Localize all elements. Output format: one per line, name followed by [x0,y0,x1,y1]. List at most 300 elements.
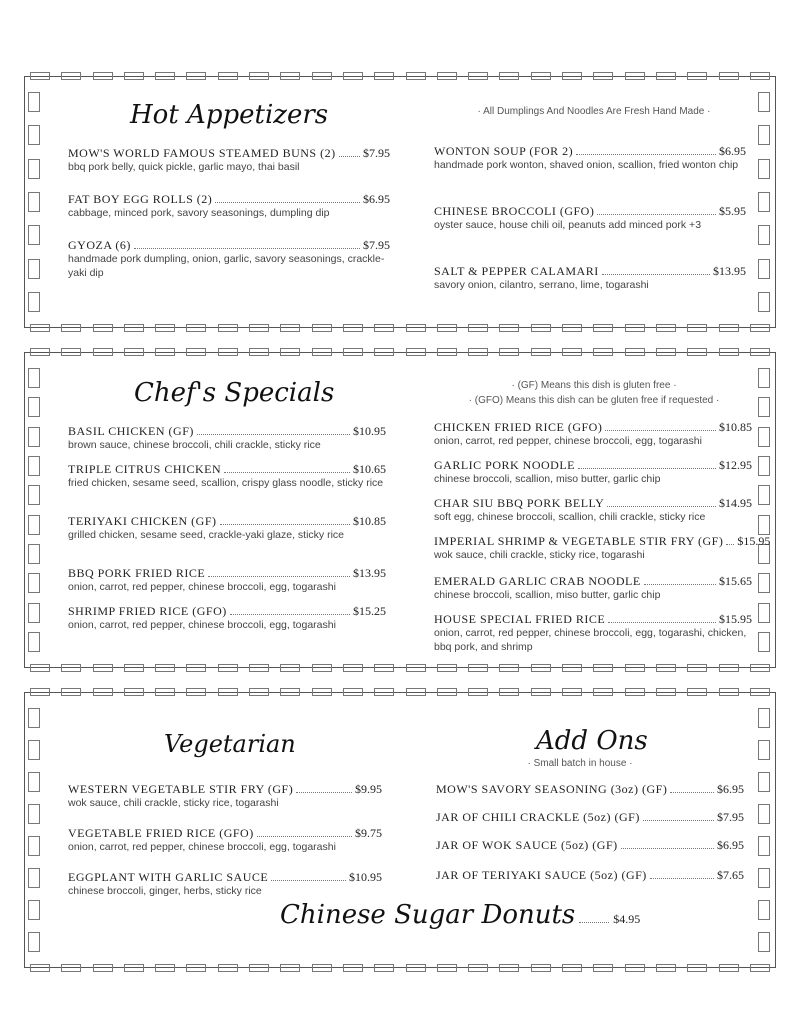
ornament-box [531,72,551,80]
ornament-box [249,664,269,672]
menu-item-desc: onion, carrot, red pepper, chinese broccoli, egg, togarashi [434,435,702,447]
menu-item-desc: chinese broccoli, ginger, herbs, sticky rice [68,885,262,897]
ornament-box [758,368,770,388]
menu-item-price: $15.65 [719,574,752,588]
ornament-box [406,324,426,332]
menu-item [68,604,386,632]
donuts-line [280,900,640,930]
ornament-box [186,688,206,696]
ornament-box [758,708,770,728]
border-ornament [30,322,770,334]
ornament-box [593,688,613,696]
ornament-box [61,688,81,696]
menu-item-line [436,868,744,882]
menu-item-line [68,604,386,618]
gf-note: · (GF) Means this dish is gluten free · [511,380,677,391]
ornament-box [61,664,81,672]
ornament-box [28,868,40,888]
ornament-box [280,72,300,80]
menu-item-price: $10.95 [353,424,386,438]
ornament-box [719,324,739,332]
ornament-box [758,259,770,279]
border-ornament [30,686,770,698]
menu-item-line [68,192,390,206]
ornament-box [28,573,40,593]
fresh-note: · All Dumplings And Noodles Are Fresh Hand Made · [477,106,711,117]
ornament-box [124,72,144,80]
ornament-box [758,804,770,824]
menu-item-desc: onion, carrot, red pepper, chinese broccoli, egg, togarashi [68,619,336,631]
menu-item [434,420,752,448]
menu-item-name: CHINESE BROCCOLI (GFO) [434,204,595,218]
ornament-box [758,456,770,476]
ornament-box [374,348,394,356]
ornament-box [593,348,613,356]
ornament-box [562,688,582,696]
menu-item-line [68,424,386,438]
ornament-box [656,324,676,332]
menu-item-price: $10.85 [353,514,386,528]
ornament-box [758,292,770,312]
ornament-box [374,324,394,332]
ornament-box [312,688,332,696]
ornament-box [499,688,519,696]
ornament-box [186,324,206,332]
ornament-box [758,868,770,888]
menu-item-desc: wok sauce, chili crackle, sticky rice, togarashi [68,797,279,809]
leader-dots [670,792,714,793]
ornament-box [124,964,144,972]
menu-item [434,534,771,562]
menu-item-desc: onion, carrot, red pepper, chinese broccoli, egg, togarashi, chicken, bbq pork, and shrimp [434,627,747,653]
menu-item-name: SHRIMP FRIED RICE (GFO) [68,604,227,618]
menu-item-name: CHICKEN FRIED RICE (GFO) [434,420,603,434]
menu-item-name: JAR OF CHILI CRACKLE (5oz) (GF) [436,810,640,824]
ornament-box [155,664,175,672]
ornament-box [531,664,551,672]
ornament-box [468,72,488,80]
leader-dots [220,524,351,525]
menu-item-price: $9.95 [355,782,382,796]
menu-item-price: $15.25 [353,604,386,618]
menu-item-price: $15.95 [719,612,752,626]
donuts-title: Chinese Sugar Donuts [280,900,576,930]
leader-dots [576,154,716,155]
menu-item-name: WESTERN VEGETABLE STIR FRY (GF) [68,782,294,796]
menu-item-price: $10.65 [353,462,386,476]
ornament-box [343,72,363,80]
ornament-box [28,368,40,388]
menu-item [436,838,744,852]
menu-item [68,424,386,452]
leader-dots [608,622,716,623]
menu-item-name: JAR OF TERIYAKI SAUCE (5oz) (GF) [436,868,647,882]
leader-dots [296,792,352,793]
ornament-box [93,348,113,356]
ornament-box [28,632,40,652]
leader-dots [602,274,710,275]
ornament-box [687,324,707,332]
menu-item-line [436,810,744,824]
menu-item [434,612,752,654]
menu-item-price: $13.95 [713,264,746,278]
ornament-box [758,485,770,505]
ornament-box [280,664,300,672]
ornament-box [218,72,238,80]
ornament-box [719,72,739,80]
ornament-box [656,664,676,672]
ornament-box [374,72,394,80]
menu-item [436,868,744,882]
ornament-box [593,72,613,80]
menu-item-name: GYOZA (6) [68,238,131,252]
ornament-box [249,72,269,80]
ornament-box [218,324,238,332]
ornament-box [30,72,50,80]
ornament-box [406,664,426,672]
ornament-box [124,688,144,696]
menu-item-name: WONTON SOUP (FOR 2) [434,144,574,158]
leader-dots [208,576,350,577]
menu-item-price: $7.95 [717,810,744,824]
ornament-box [30,688,50,696]
ornament-box [249,324,269,332]
leader-dots [339,156,360,157]
menu-item-desc: cabbage, minced pork, savory seasonings, dumpling dip [68,207,330,219]
ornament-box [374,964,394,972]
ornament-box [758,772,770,792]
ornament-box [28,427,40,447]
menu-item [68,566,386,594]
menu-item-line [436,782,744,796]
ornament-box [124,348,144,356]
ornament-box [468,324,488,332]
leader-dots [230,614,350,615]
ornament-box [437,324,457,332]
menu-item-price: $7.65 [717,868,744,882]
ornament-box [437,688,457,696]
ornament-box [406,72,426,80]
ornament-box [562,72,582,80]
menu-item-line [434,496,752,510]
vegetarian-title: Vegetarian [164,730,296,758]
ornament-box [687,72,707,80]
ornament-box [30,324,50,332]
menu-item-name: GARLIC PORK NOODLE [434,458,575,472]
menu-item-name: MOW'S WORLD FAMOUS STEAMED BUNS (2) [68,146,336,160]
ornament-box [61,324,81,332]
menu-item-line [68,462,386,476]
ornament-box [758,92,770,112]
ornament-box [562,348,582,356]
ornament-box [93,964,113,972]
menu-item [434,144,746,172]
ornament-box [155,72,175,80]
leader-dots [607,506,716,507]
ornament-box [218,688,238,696]
ornament-box [406,964,426,972]
menu-item-price: $6.95 [717,782,744,796]
ornament-box [28,485,40,505]
menu-item-name: BASIL CHICKEN (GF) [68,424,194,438]
ornament-box [406,348,426,356]
ornament-box [28,92,40,112]
menu-item-name: TRIPLE CITRUS CHICKEN [68,462,222,476]
menu-item-desc: oyster sauce, house chili oil, peanuts add minced pork +3 [434,219,702,231]
add-ons-title: Add Ons [536,726,648,756]
ornament-box [280,348,300,356]
chefs-specials-title: Chef's Specials [134,378,335,408]
ornament-box [468,964,488,972]
ornament-box [124,324,144,332]
menu-item-price: $6.95 [717,838,744,852]
border-ornament [30,70,770,82]
menu-item-desc: grilled chicken, sesame seed, crackle-yaki glaze, sticky rice [68,529,345,541]
ornament-box [758,836,770,856]
menu-item-desc: savory onion, cilantro, serrano, lime, togarashi [434,279,649,291]
ornament-box [249,964,269,972]
ornament-box [93,72,113,80]
border-ornament [30,346,770,358]
border-ornament [758,708,772,952]
ornament-box [437,964,457,972]
ornament-box [28,225,40,245]
ornament-box [593,324,613,332]
menu-item-name: IMPERIAL SHRIMP & VEGETABLE STIR FRY (GF) [434,534,724,548]
ornament-box [656,72,676,80]
menu-item [68,870,382,898]
menu-item [436,782,744,796]
menu-item-price: $12.95 [719,458,752,472]
ornament-box [61,348,81,356]
ornament-box [28,603,40,623]
menu-item-desc: wok sauce, chili crackle, sticky rice, togarashi [434,549,645,561]
ornament-box [750,348,770,356]
ornament-box [28,900,40,920]
gfo-note: · (GFO) Means this dish can be gluten free if requested · [468,395,720,406]
menu-item-price: $15.95 [737,534,771,548]
ornament-box [28,932,40,952]
ornament-box [124,664,144,672]
leader-dots [605,430,716,431]
leader-dots [621,848,714,849]
menu-item-desc: soft egg, chinese broccoli, scallion, chili crackle, sticky rice [434,511,706,523]
border-ornament [28,92,42,312]
menu-item-desc: brown sauce, chinese broccoli, chili crackle, sticky rice [68,439,321,451]
ornament-box [374,664,394,672]
ornament-box [312,324,332,332]
ornament-box [28,708,40,728]
leader-dots [197,434,350,435]
ornament-box [155,324,175,332]
ornament-box [280,324,300,332]
border-ornament [28,708,42,952]
ornament-box [625,664,645,672]
ornament-box [758,159,770,179]
border-ornament [758,368,772,652]
ornament-box [531,964,551,972]
leader-dots [650,878,714,879]
border-ornament [28,368,42,652]
ornament-box [656,964,676,972]
menu-item [434,204,746,232]
menu-item-name: FAT BOY EGG ROLLS (2) [68,192,213,206]
ornament-box [28,259,40,279]
ornament-box [719,688,739,696]
ornament-box [687,688,707,696]
ornament-box [155,964,175,972]
menu-item-name: BBQ PORK FRIED RICE [68,566,206,580]
menu-item-price: $10.85 [719,420,752,434]
ornament-box [625,964,645,972]
ornament-box [499,964,519,972]
donuts-dots [579,922,609,923]
ornament-box [625,688,645,696]
ornament-box [750,664,770,672]
ornament-box [218,964,238,972]
menu-item-name: JAR OF WOK SAUCE (5oz) (GF) [436,838,618,852]
menu-item-line [68,826,382,840]
menu-item [68,826,382,854]
ornament-box [186,72,206,80]
ornament-box [28,397,40,417]
ornament-box [758,225,770,245]
menu-item-name: HOUSE SPECIAL FRIED RICE [434,612,606,626]
donuts-price: $4.95 [613,912,641,926]
ornament-box [28,544,40,564]
ornament-box [30,964,50,972]
leader-dots [644,584,716,585]
ornament-box [28,772,40,792]
ornament-box [28,804,40,824]
menu-item-price: $7.95 [363,238,390,252]
small-batch-note: · Small batch in house · [527,758,633,769]
ornament-box [758,515,770,535]
menu-item-price: $6.95 [363,192,390,206]
ornament-box [406,688,426,696]
menu-item-line [68,566,386,580]
ornament-box [374,688,394,696]
ornament-box [343,324,363,332]
ornament-box [61,964,81,972]
ornament-box [28,740,40,760]
ornament-box [218,348,238,356]
menu-item-price: $9.75 [355,826,382,840]
menu-item-desc: onion, carrot, red pepper, chinese broccoli, egg, togarashi [68,581,336,593]
menu-item-desc: handmade pork dumpling, onion, garlic, savory seasonings, crackle-yaki dip [68,253,385,279]
ornament-box [218,664,238,672]
ornament-box [758,192,770,212]
ornament-box [186,348,206,356]
menu-item [434,264,746,292]
menu-item [434,574,752,602]
menu-item [68,514,386,542]
ornament-box [61,72,81,80]
menu-item-name: MOW'S SAVORY SEASONING (3oz) (GF) [436,782,668,796]
ornament-box [656,348,676,356]
menu-item-name: EGGPLANT WITH GARLIC SAUCE [68,870,269,884]
ornament-box [468,688,488,696]
menu-item [68,192,390,220]
ornament-box [758,397,770,417]
ornament-box [758,900,770,920]
ornament-box [625,72,645,80]
ornament-box [249,688,269,696]
ornament-box [687,348,707,356]
menu-item-name: CHAR SIU BBQ PORK BELLY [434,496,605,510]
border-ornament [30,662,770,674]
ornament-box [687,964,707,972]
leader-dots [597,214,716,215]
ornament-box [719,964,739,972]
menu-item-price: $10.95 [349,870,382,884]
leader-dots [726,544,734,545]
ornament-box [499,72,519,80]
menu-item [434,458,752,486]
menu-item-line [434,204,746,218]
leader-dots [215,202,360,203]
ornament-box [280,688,300,696]
ornament-box [30,664,50,672]
ornament-box [155,688,175,696]
menu-item-line [68,870,382,884]
leader-dots [271,880,346,881]
ornament-box [758,125,770,145]
ornament-box [93,688,113,696]
ornament-box [687,664,707,672]
ornament-box [186,964,206,972]
menu-item-line [434,574,752,588]
menu-item-desc: chinese broccoli, scallion, miso butter, garlic chip [434,473,661,485]
menu-item-price: $13.95 [353,566,386,580]
border-ornament [758,92,772,312]
menu-item-line [434,144,746,158]
menu-item-name: EMERALD GARLIC CRAB NOODLE [434,574,641,588]
ornament-box [343,964,363,972]
menu-item-line [434,420,752,434]
ornament-box [758,932,770,952]
ornament-box [719,664,739,672]
menu-item-desc: handmade pork wonton, shaved onion, scallion, fried wonton chip [434,159,739,171]
menu-item-line [68,146,390,160]
ornament-box [758,632,770,652]
menu-item-price: $14.95 [719,496,752,510]
ornament-box [343,348,363,356]
ornament-box [750,324,770,332]
leader-dots [224,472,350,473]
menu-item-price: $7.95 [363,146,390,160]
menu-item-desc: onion, carrot, red pepper, chinese broccoli, egg, togarashi [68,841,336,853]
ornament-box [312,348,332,356]
ornament-box [625,324,645,332]
leader-dots [578,468,716,469]
ornament-box [758,740,770,760]
menu-item-line [68,514,386,528]
menu-item-line [68,782,382,796]
border-ornament [30,962,770,974]
ornament-box [437,664,457,672]
ornament-box [625,348,645,356]
ornament-box [30,348,50,356]
ornament-box [28,515,40,535]
ornament-box [656,688,676,696]
ornament-box [312,964,332,972]
menu-item-name: VEGETABLE FRIED RICE (GFO) [68,826,254,840]
ornament-box [531,324,551,332]
ornament-box [758,427,770,447]
ornament-box [758,573,770,593]
menu-item-price: $5.95 [719,204,746,218]
